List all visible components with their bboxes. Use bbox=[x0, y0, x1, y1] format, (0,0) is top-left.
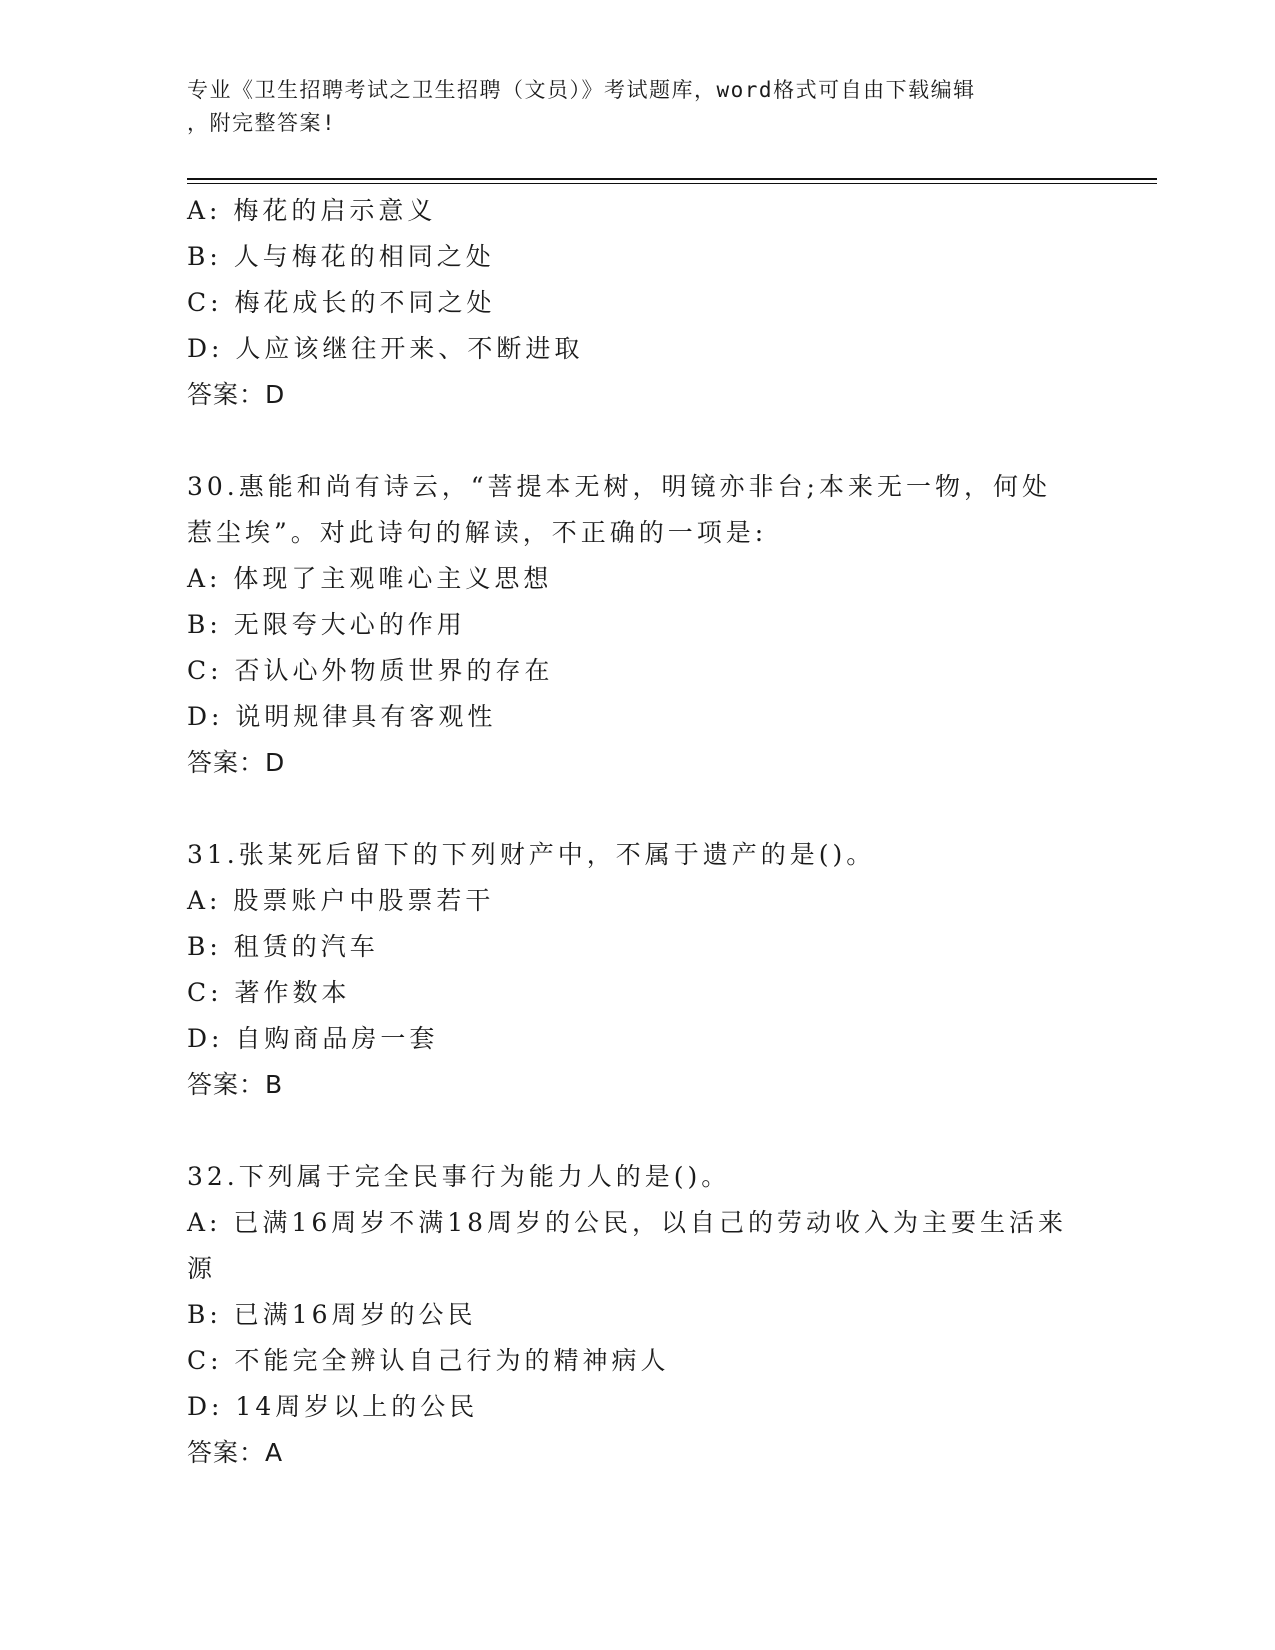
answer-line: 答案：D bbox=[187, 748, 286, 777]
question-list bbox=[187, 188, 1087, 1476]
option-d: D: 14周岁以上的公民 bbox=[187, 1392, 479, 1421]
question-stem: 31.张某死后留下的下列财产中，不属于遗产的是()。 bbox=[187, 840, 876, 869]
option-c: C: 著作数本 bbox=[187, 978, 351, 1007]
option-c: C: 不能完全辨认自己行为的精神病人 bbox=[187, 1346, 670, 1375]
header-rule-thick bbox=[187, 178, 1157, 180]
option-a-line2: 源 bbox=[187, 1254, 217, 1283]
question-stem-line1: 30.惠能和尚有诗云，“菩提本无树，明镜亦非台;本来无一物，何处 bbox=[187, 472, 1051, 501]
option-b: B: 已满16周岁的公民 bbox=[187, 1300, 477, 1329]
question-30 bbox=[187, 464, 1087, 786]
option-a: A: 体现了主观唯心主义思想 bbox=[187, 564, 553, 593]
spacer bbox=[187, 418, 1087, 464]
question-stem: 32.下列属于完全民事行为能力人的是()。 bbox=[187, 1162, 731, 1191]
spacer bbox=[187, 1108, 1087, 1154]
question-31 bbox=[187, 832, 1087, 1108]
header-rule-thin bbox=[187, 183, 1157, 184]
option-c: C: 否认心外物质世界的存在 bbox=[187, 656, 554, 685]
option-b: B: 无限夸大心的作用 bbox=[187, 610, 466, 639]
answer-line: 答案：A bbox=[187, 1438, 284, 1467]
question-stem-line2: 惹尘埃”。对此诗句的解读，不正确的一项是: bbox=[187, 518, 768, 547]
option-d: D: 人应该继往开来、不断进取 bbox=[187, 334, 584, 363]
option-d: D: 说明规律具有客观性 bbox=[187, 702, 497, 731]
answer-line: 答案：D bbox=[187, 380, 286, 409]
option-a: A: 梅花的启示意义 bbox=[187, 196, 437, 225]
option-d: D: 自购商品房一套 bbox=[187, 1024, 439, 1053]
question-32 bbox=[187, 1154, 1087, 1476]
document-header bbox=[187, 74, 1087, 140]
option-b: B: 人与梅花的相同之处 bbox=[187, 242, 495, 271]
spacer bbox=[187, 786, 1087, 832]
answer-line: 答案：B bbox=[187, 1070, 284, 1099]
option-a-line1: A: 已满16周岁不满18周岁的公民，以自己的劳动收入为主要生活来 bbox=[187, 1208, 1068, 1237]
header-title-line1: 专业《卫生招聘考试之卫生招聘（文员）》考试题库，word格式可自由下载编辑 bbox=[187, 78, 976, 102]
option-c: C: 梅花成长的不同之处 bbox=[187, 288, 496, 317]
header-title-line2: ，附完整答案! bbox=[187, 111, 337, 135]
option-b: B: 租赁的汽车 bbox=[187, 932, 379, 961]
option-a: A: 股票账户中股票若干 bbox=[187, 886, 495, 915]
question-29 bbox=[187, 188, 1087, 418]
